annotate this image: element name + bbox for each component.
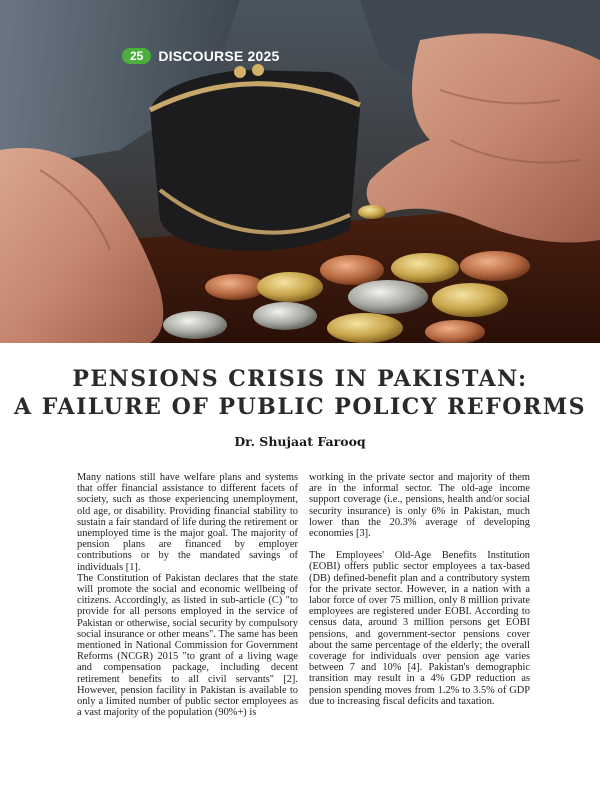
body-paragraph: Many nations still have welfare plans and systems that offer financial assistance to different facets of society, such as those experiencing unemployment, old age, or disability. Providing financial stability to sustain a fair standard of life during the retirement or unemployed time is the major goal. The majority of pension plans are financed by employer contributions or by the mandated savings of individuals [1]. bbox=[77, 472, 298, 573]
magazine-title: DISCOURSE 2025 bbox=[158, 48, 280, 64]
page-number-badge: 25 bbox=[122, 48, 151, 64]
hero-photo-illustration bbox=[0, 0, 600, 343]
body-column-right bbox=[309, 472, 530, 707]
article-title-line-1: PENSIONS CRISIS IN PAKISTAN: bbox=[72, 366, 528, 392]
article-title-line-2: A FAILURE OF PUBLIC POLICY REFORMS bbox=[14, 394, 586, 420]
body-paragraph: working in the private sector and majority of them are in the informal sector. The old-age income support coverage (i.e., pensions, health and/or social security insurance) is only 6% in Pakistan, much lower than the 20.3% average of developing economies [3]. bbox=[309, 472, 530, 540]
hero-image bbox=[0, 0, 600, 343]
magazine-header bbox=[122, 45, 279, 67]
body-paragraph: The Employees' Old-Age Benefits Institution (EOBI) offers public sector employees a tax-based (DB) defined-benefit plan and a contributory system for the private sector. However, in a nation with a labor force of over 75 million, only 8 million private employees are registered under EOBI. According to census data, around 3 million persons get EOBI pensions, and government-sector pensions cover about the same percentage of the elderly; the overall coverage for individuals over pension age varies between 7 and 10% [4]. Pakistan's demographic transition may result in a 4% GDP reduction as pension spending moves from 1.2% to 3.5% of GDP due to increasing fiscal deficits and taxation. bbox=[309, 550, 530, 707]
body-column-left bbox=[77, 472, 298, 718]
body-paragraph: The Constitution of Pakistan declares that the state will promote the social and economic wellbeing of citizens. Accordingly, as listed in sub-article (C) "to provide for all persons employed in the service of Pakistan or otherwise, social security by compulsory social insurance or other means". The same has been mentioned in National Commission for Government Reforms (NCGR) 2015 "to grant of a living wage and compensation package, including decent retirement benefits to all civil servants" [2]. However, pension facility in Pakistan is available to only a limited number of public sector employees as a vast majority of the population (90%+) is bbox=[77, 572, 298, 719]
article-author: Dr. Shujaat Farooq bbox=[234, 434, 366, 449]
